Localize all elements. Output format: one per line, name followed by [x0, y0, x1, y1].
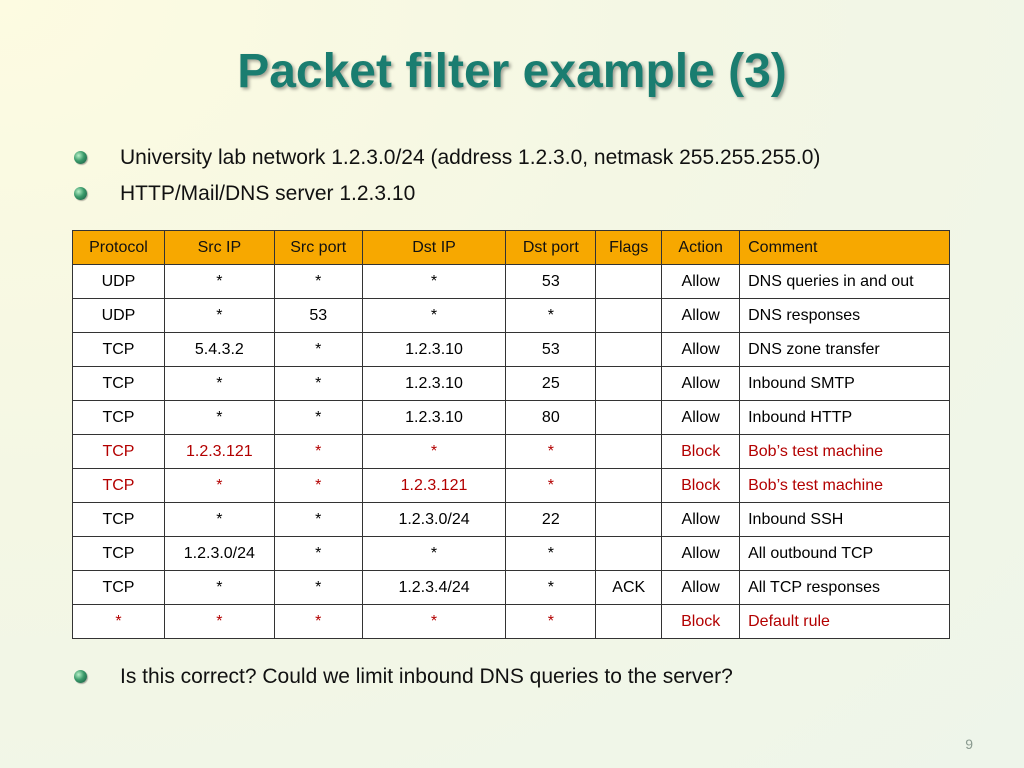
cell-protocol: TCP — [73, 333, 165, 367]
header-dst-ip: Dst IP — [362, 231, 506, 265]
cell-src-port: * — [274, 435, 362, 469]
header-flags: Flags — [596, 231, 662, 265]
cell-src-port: * — [274, 605, 362, 639]
cell-src-ip: 1.2.3.121 — [164, 435, 274, 469]
bullet-icon — [74, 151, 87, 164]
cell-dst-ip: * — [362, 265, 506, 299]
cell-protocol: UDP — [73, 299, 165, 333]
cell-protocol: TCP — [73, 469, 165, 503]
cell-src-port: * — [274, 367, 362, 401]
table-row — [73, 299, 950, 333]
cell-dst-port: 53 — [506, 265, 596, 299]
cell-dst-port: 80 — [506, 401, 596, 435]
cell-src-port: * — [274, 503, 362, 537]
cell-src-ip: * — [164, 265, 274, 299]
cell-flags: ACK — [596, 571, 662, 605]
table-row — [73, 537, 950, 571]
table-row — [73, 605, 950, 639]
cell-src-ip: * — [164, 469, 274, 503]
cell-action: Block — [662, 605, 740, 639]
cell-src-ip: * — [164, 605, 274, 639]
cell-src-port: * — [274, 265, 362, 299]
table-row — [73, 401, 950, 435]
header-protocol: Protocol — [73, 231, 165, 265]
cell-src-port: * — [274, 571, 362, 605]
cell-protocol: TCP — [73, 401, 165, 435]
cell-flags — [596, 299, 662, 333]
cell-comment: Bob’s test machine — [740, 469, 950, 503]
cell-dst-ip: 1.2.3.121 — [362, 469, 506, 503]
cell-dst-ip: * — [362, 299, 506, 333]
cell-dst-ip: * — [362, 537, 506, 571]
cell-dst-ip: 1.2.3.4/24 — [362, 571, 506, 605]
table-row — [73, 435, 950, 469]
cell-flags — [596, 435, 662, 469]
cell-src-ip: * — [164, 503, 274, 537]
cell-dst-port: 53 — [506, 333, 596, 367]
table-row — [73, 469, 950, 503]
bullet-icon — [74, 187, 87, 200]
bullet-list-bottom — [72, 659, 972, 695]
cell-dst-ip: 1.2.3.0/24 — [362, 503, 506, 537]
cell-src-ip: * — [164, 367, 274, 401]
cell-comment: Inbound SSH — [740, 503, 950, 537]
cell-dst-port: 22 — [506, 503, 596, 537]
cell-action: Block — [662, 435, 740, 469]
cell-flags — [596, 367, 662, 401]
cell-flags — [596, 503, 662, 537]
header-src-ip: Src IP — [164, 231, 274, 265]
cell-flags — [596, 537, 662, 571]
cell-src-ip: * — [164, 299, 274, 333]
cell-flags — [596, 605, 662, 639]
cell-action: Block — [662, 469, 740, 503]
header-action: Action — [662, 231, 740, 265]
cell-src-ip: * — [164, 571, 274, 605]
cell-flags — [596, 401, 662, 435]
bullet-list-top — [72, 140, 972, 212]
cell-src-port: * — [274, 469, 362, 503]
bullet-item — [72, 176, 972, 212]
cell-action: Allow — [662, 299, 740, 333]
cell-action: Allow — [662, 537, 740, 571]
cell-protocol: UDP — [73, 265, 165, 299]
cell-dst-port: * — [506, 605, 596, 639]
cell-src-port: * — [274, 401, 362, 435]
cell-dst-ip: * — [362, 605, 506, 639]
cell-action: Allow — [662, 571, 740, 605]
cell-src-port: * — [274, 333, 362, 367]
cell-dst-port: * — [506, 435, 596, 469]
cell-action: Allow — [662, 401, 740, 435]
cell-src-ip: * — [164, 401, 274, 435]
bullet-item — [72, 659, 972, 695]
cell-src-ip: 1.2.3.0/24 — [164, 537, 274, 571]
table-row — [73, 503, 950, 537]
cell-flags — [596, 469, 662, 503]
cell-action: Allow — [662, 333, 740, 367]
bullet-icon — [74, 670, 87, 683]
bullet-text: HTTP/Mail/DNS server 1.2.3.10 — [120, 182, 416, 205]
cell-dst-ip: 1.2.3.10 — [362, 401, 506, 435]
cell-protocol: TCP — [73, 571, 165, 605]
header-src-port: Src port — [274, 231, 362, 265]
cell-comment: DNS responses — [740, 299, 950, 333]
cell-comment: All outbound TCP — [740, 537, 950, 571]
cell-dst-port: * — [506, 469, 596, 503]
cell-action: Allow — [662, 265, 740, 299]
table-body — [73, 265, 950, 639]
cell-comment: All TCP responses — [740, 571, 950, 605]
cell-comment: Inbound HTTP — [740, 401, 950, 435]
cell-dst-port: 25 — [506, 367, 596, 401]
cell-dst-ip: * — [362, 435, 506, 469]
header-dst-port: Dst port — [506, 231, 596, 265]
cell-dst-port: * — [506, 571, 596, 605]
slide-title: Packet filter example (3) — [237, 45, 787, 98]
bullet-text: University lab network 1.2.3.0/24 (address 1.2.3.0, netmask 255.255.255.0) — [120, 146, 821, 169]
cell-protocol: * — [73, 605, 165, 639]
cell-dst-port: * — [506, 299, 596, 333]
cell-flags — [596, 265, 662, 299]
cell-comment: DNS zone transfer — [740, 333, 950, 367]
cell-src-ip: 5.4.3.2 — [164, 333, 274, 367]
cell-dst-ip: 1.2.3.10 — [362, 367, 506, 401]
cell-protocol: TCP — [73, 435, 165, 469]
cell-dst-port: * — [506, 537, 596, 571]
cell-src-port: * — [274, 537, 362, 571]
cell-protocol: TCP — [73, 367, 165, 401]
cell-dst-ip: 1.2.3.10 — [362, 333, 506, 367]
table-header-row — [73, 231, 950, 265]
bullet-text: Is this correct? Could we limit inbound DNS queries to the server? — [120, 665, 733, 688]
cell-comment: DNS queries in and out — [740, 265, 950, 299]
cell-comment: Bob’s test machine — [740, 435, 950, 469]
cell-comment: Inbound SMTP — [740, 367, 950, 401]
table-row — [73, 333, 950, 367]
cell-protocol: TCP — [73, 503, 165, 537]
table-row — [73, 571, 950, 605]
cell-action: Allow — [662, 367, 740, 401]
cell-src-port: 53 — [274, 299, 362, 333]
header-comment: Comment — [740, 231, 950, 265]
cell-protocol: TCP — [73, 537, 165, 571]
bullet-item — [72, 140, 972, 176]
cell-flags — [596, 333, 662, 367]
table-row — [73, 367, 950, 401]
page-number: 9 — [965, 736, 973, 752]
table-row — [73, 265, 950, 299]
packet-filter-table — [72, 230, 950, 639]
cell-action: Allow — [662, 503, 740, 537]
cell-comment: Default rule — [740, 605, 950, 639]
